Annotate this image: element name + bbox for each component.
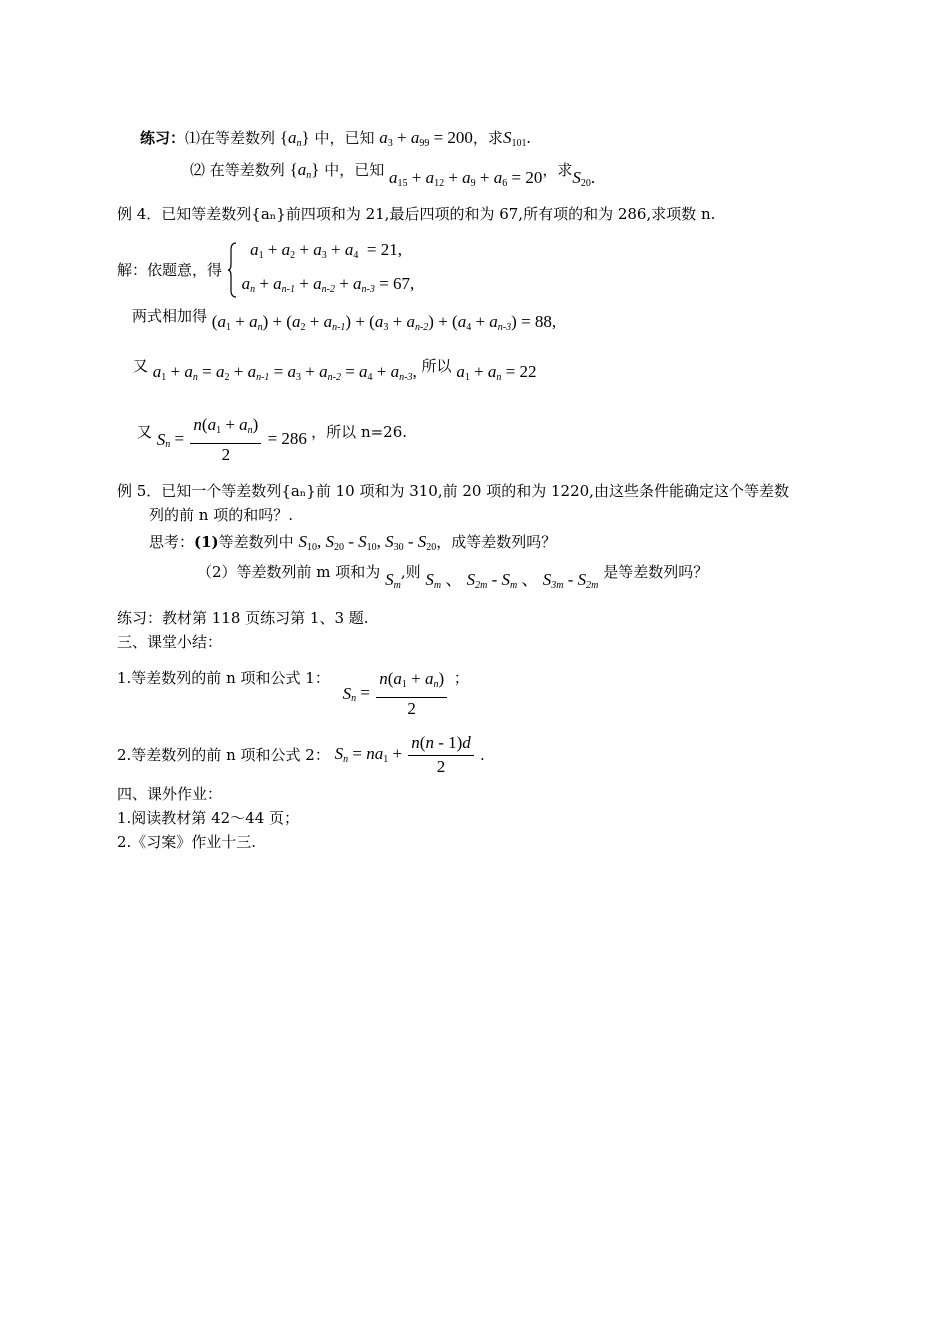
homework-heading: 四、课外作业： (117, 785, 223, 803)
practice-item1-target: $S_{101}$. (502, 128, 531, 149)
also-label: 又 (133, 357, 149, 375)
practice-item1-mid: 中，已知 (314, 129, 375, 147)
formula2-label: 2.等差数列的前 n 项和公式 2： (117, 746, 330, 764)
formula1-expr: $S_n$ = $\frac{n(a_1 + a_n)}{2}$ (343, 668, 450, 720)
practice2-text: 练习：教材第 118 页练习第 1、3 题. (117, 609, 369, 627)
think1-text: 等差数列中 (218, 533, 294, 551)
think2-formula: $S_m$ 、 $S_{2m} - S_m$ 、 $S_{3m} - S_{2m}$ (425, 570, 599, 591)
practice-label: 练习： (140, 129, 186, 147)
add-label: 两式相加得 (132, 307, 208, 325)
so-label: 所以 (421, 357, 452, 375)
system-eq2: $a_n + a_{n-1} + a_{n-2} + a_{n-3} = 67$, (241, 274, 415, 295)
think-line-2 (197, 562, 709, 591)
summary-formula1 (117, 668, 469, 720)
sum-formula: $S_n$ = $\frac{n(a_1 + a_n)}{2}$ = 286 (156, 415, 307, 464)
formula1-end: ； (453, 669, 469, 687)
so-formula: $a_1 + a_n = 22$ (456, 362, 537, 383)
example5-line2: 列的前 n 项的和吗？. (149, 506, 293, 524)
homework-item1: 1.阅读教材第 42～44 页； (117, 809, 300, 827)
practice-line-1 (140, 128, 531, 154)
left-brace-icon (227, 242, 237, 298)
example4-statement: 例 4．已知等差数列{aₙ}前四项和为 21,最后四项的和为 67,所有项的和为 286,求项数 n. (117, 205, 716, 223)
practice-item2-ask: ，求 (542, 161, 573, 179)
add-formula: $(a_1 + a_n) + (a_2 + a_{n-1}) + (a_3 + a_{n-2}) + (a_4 + a_{n-3}) = 88$, (211, 312, 557, 333)
example4-also (133, 357, 537, 388)
think2-then: ,则 (400, 563, 421, 581)
summary-formula2 (117, 732, 485, 778)
practice-item1-formula: $a_3 + a_{99} = 200$ (379, 128, 473, 149)
formula2-expr: $S_n = na_1$ + $\frac{n(n - 1)d}{2}$ (335, 744, 480, 763)
practice-item2-mid: 中，已知 (324, 161, 385, 179)
also2-label: 又 (137, 423, 153, 441)
practice-item2-formula: $a_{15} + a_{12} + a_9 + a_6 = 20$ (388, 168, 543, 189)
example4-add (132, 307, 557, 338)
think2-text: （2）等差数列前 m 项和为 (197, 563, 381, 581)
example4-sum (137, 414, 407, 466)
practice-item2-target: $S_{20}$. (572, 168, 596, 189)
practice-item2-prefix: ⑵ 在等差数列 (190, 161, 285, 179)
system-eq1: $a_1 + a_2 + a_3 + a_4 = 21$, (250, 240, 402, 261)
sequence-an: $\{a_n\}$ (279, 128, 310, 149)
equal-sums-formula: $a_1 + a_n = a_2 + a_{n-1} = a_3 + a_{n-2} = a_4 + a_{n-3}$, (152, 362, 417, 383)
conclusion-text: ，所以 n=26. (311, 423, 408, 441)
formula2-end: . (480, 746, 485, 764)
think-label: 思考： (149, 533, 195, 551)
homework-item2: 2.《习案》作业十三. (117, 833, 257, 851)
think2-end: 是等差数列吗？ (603, 563, 709, 581)
practice-line-2 (190, 160, 596, 189)
practice-item1-prefix: ⑴在等差数列 (185, 129, 276, 147)
summary-heading: 三、课堂小结： (117, 633, 223, 651)
think1-number: (1) (194, 533, 219, 551)
think-line-1 (149, 532, 556, 558)
example4-solution (117, 236, 414, 304)
equation-system (242, 236, 415, 304)
think2-sm: $S_m$ (385, 570, 401, 591)
think1-end: ，成等差数列吗？ (436, 533, 557, 551)
example5-line1: 例 5．已知一个等差数列{aₙ}前 10 项和为 310,前 20 项的和为 1220,由这些条件能确定这个等差数 (117, 482, 789, 500)
solution-label: 解：依题意，得 (117, 261, 223, 279)
think1-formula: $S_{10}$, $S_{20} - S_{10}$, $S_{30} - S_{20}$ (298, 532, 437, 553)
practice-item1-ask: ，求 (472, 129, 503, 147)
formula1-label: 1.等差数列的前 n 项和公式 1： (117, 669, 330, 687)
sequence-an: $\{a_n\}$ (289, 160, 320, 181)
